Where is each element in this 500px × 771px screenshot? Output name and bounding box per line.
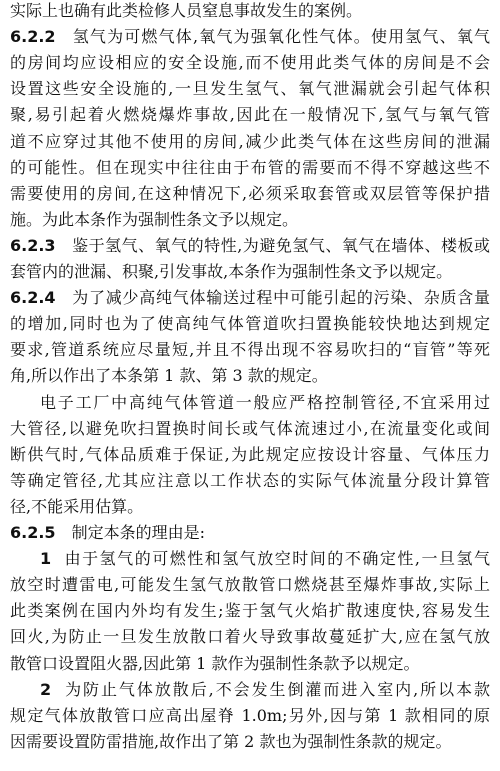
line-text: 为防止气体放散后,不会发生倒灌而进入室内,所以本款 — [63, 679, 490, 699]
line-text: 断供气时,气体品质难于保证,为此规定应按设计容量、气体压力 — [10, 444, 490, 464]
line-text: 规定气体放散管口应高出屋脊 1.0m;另外,因与第 1 款相同的原 — [10, 705, 490, 725]
text-line — [10, 53, 490, 73]
line-text: 施。为此本条作为强制性条文予以规定。 — [10, 209, 299, 229]
clause-number: 6.2.3 — [10, 235, 56, 255]
line-text: 大管径,以避免吹扫置换时间长或气体流速过小,在流量变化或间 — [10, 418, 490, 438]
text-line — [10, 654, 490, 674]
text-line — [10, 1, 490, 21]
clause-heading-line — [10, 27, 490, 47]
text-line — [10, 184, 490, 204]
line-text: 的可能性。但在现实中往往由于布管的需要而不得不穿越这些不 — [10, 157, 490, 177]
clause-heading-line — [10, 236, 490, 256]
line-text: 电子工厂中高纯气体管道一般应严格控制管径,不宜采用过 — [40, 392, 490, 412]
line-text: 的增加,同时也为了使高纯气体管道吹扫置换能较快地达到规定 — [10, 314, 490, 334]
clause-number: 6.2.5 — [10, 523, 56, 542]
line-text: 散管口设置阻火器,因此第 1 款作为强制性条款予以规定。 — [10, 653, 420, 673]
line-text: 设置这些安全设施的,一旦发生氢气、氧气泄漏就会引起气体积 — [10, 79, 490, 99]
line-text: 放空时遭雷电,可能发生氢气放散管口燃烧甚至爆炸事故,实际上 — [10, 575, 490, 595]
line-text: 角,所以作出了本条第 1 款、第 3 款的规定。 — [10, 366, 328, 386]
line-text: 的房间均应设相应的安全设施,而不使用此类气体的房间是不会 — [10, 53, 490, 73]
text-line — [10, 314, 490, 334]
line-text: 道不应穿过其他不使用的房间,减少此类气体在这些房间的泄漏 — [10, 131, 490, 151]
text-line — [10, 79, 490, 99]
line-text: 径,不能采用估算。 — [10, 496, 144, 516]
text-line — [10, 393, 490, 413]
item-number: 1 — [40, 549, 52, 569]
text-line — [10, 471, 490, 491]
text-line — [10, 627, 490, 647]
line-text: 此类案例在国内外均有发生;鉴于氢气火焰扩散速度快,容易发生 — [10, 601, 490, 621]
text-line — [10, 706, 490, 726]
line-text: 为了减少高纯气体输送过程中可能引起的污染、杂质含量 — [71, 288, 490, 308]
line-text: 聚,易引起着火燃烧爆炸事故,因此在一般情况下,氢气与氧气管 — [10, 105, 490, 125]
line-text: 因需要设置防雷措施,故作出了第 2 款也为强制性条款的规定。 — [10, 731, 452, 751]
text-line — [10, 132, 490, 152]
text-line — [10, 340, 490, 360]
text-line — [10, 105, 490, 125]
line-text: 氢气为可燃气体,氧气为强氧化性气体。使用氢气、氧气 — [71, 27, 490, 47]
text-line — [10, 262, 490, 282]
line-text: 套管内的泄漏、积聚,引发事故,本条作为强制性条文予以规定。 — [10, 262, 453, 281]
text-line — [10, 419, 490, 439]
line-text: 制定本条的理由是: — [71, 523, 205, 542]
line-text: 等确定管径,尤其应注意以工作状态的实际气体流量分段计算管 — [10, 470, 490, 490]
item-number: 2 — [40, 679, 52, 699]
text-line — [10, 366, 490, 386]
text-line — [10, 445, 490, 465]
text-line — [10, 497, 490, 517]
clause-heading-line — [10, 288, 490, 308]
line-text: 回火,为防止一旦发生放散口着火导致事故蔓延扩大,应在氢气放 — [10, 627, 490, 647]
text-line — [10, 601, 490, 621]
text-line — [10, 158, 490, 178]
line-text: 要求,管道系统应尽量短,并且不得出现不容易吹扫的“盲管”等死 — [10, 340, 490, 360]
clause-number: 6.2.4 — [10, 288, 56, 308]
line-text: 鉴于氢气、氧气的特性,为避免氢气、氧气在墙体、楼板或 — [71, 235, 490, 255]
line-text: 由于氢气的可燃性和氢气放空时间的不确定性,一旦氢气 — [63, 549, 490, 569]
line-text: 需要使用的房间,在这种情况下,必须采取套管或双层管等保护措 — [10, 183, 490, 203]
text-line — [10, 210, 490, 230]
text-line — [10, 549, 490, 569]
text-line — [10, 732, 490, 752]
line-text: 实际上也确有此类检修人员窒息事故发生的案例。 — [10, 1, 363, 20]
text-line — [10, 680, 490, 700]
text-line — [10, 575, 490, 595]
clause-heading-line — [10, 523, 490, 543]
clause-number: 6.2.2 — [10, 27, 56, 47]
